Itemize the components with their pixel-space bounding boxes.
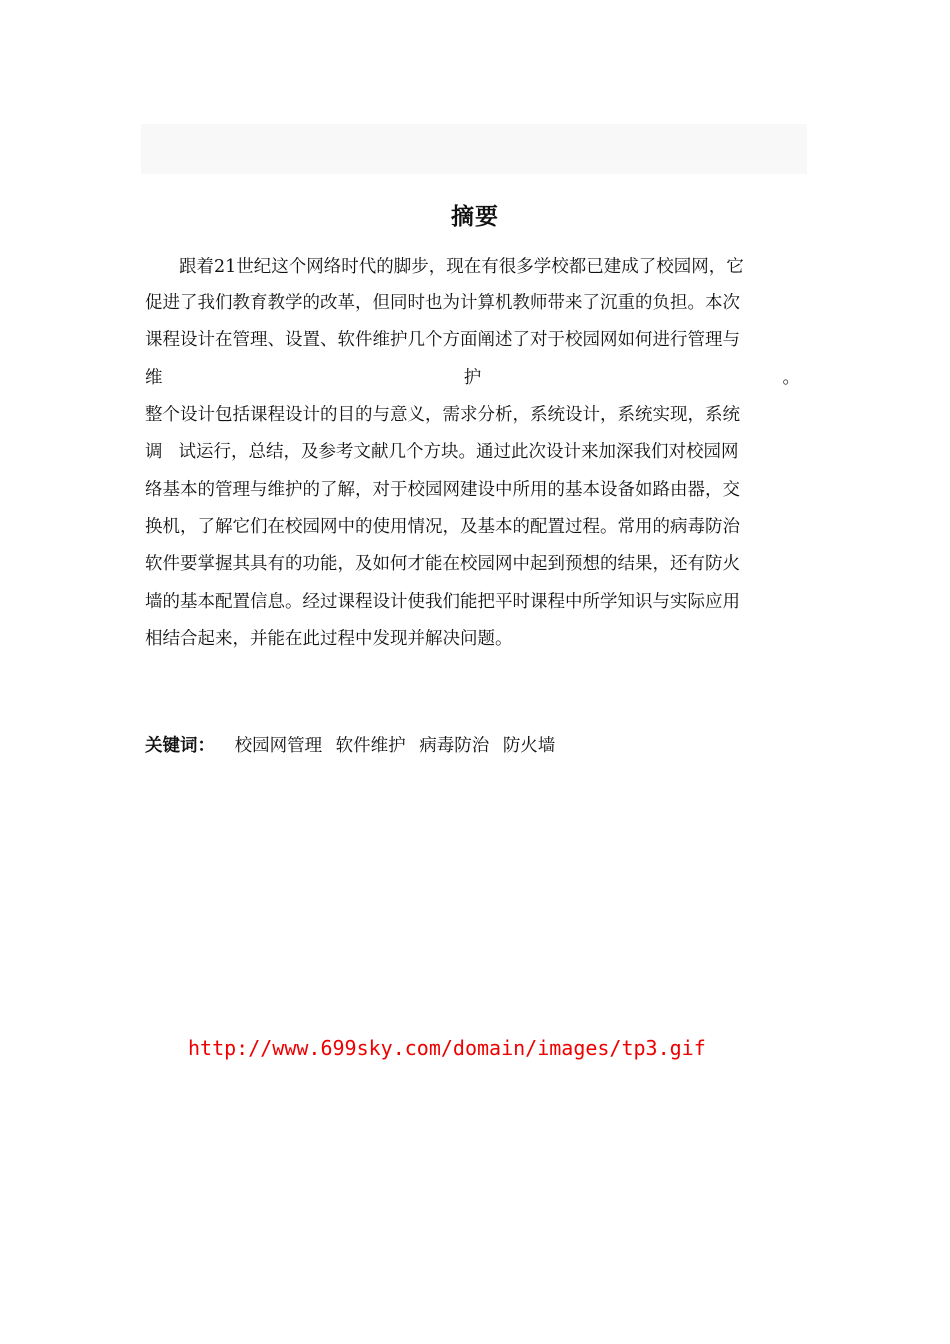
page-title: 摘要: [451, 204, 499, 230]
keyword-item: 软件维护: [335, 736, 406, 756]
abstract-line-4-part-1: 维: [145, 368, 163, 388]
keyword-item: 防火墙: [502, 736, 556, 756]
abstract-line-4: [145, 366, 800, 390]
abstract-line-6: [145, 440, 806, 464]
image-url-link[interactable]: http://www.699sky.com/domain/images/tp3.gif: [188, 1036, 706, 1060]
abstract-line-11: 相结合起来，并能在此过程中发现并解决问题。: [145, 629, 513, 649]
abstract-line-3: 课程设计在管理、设置、软件维护几个方面阐述了对于校园网如何进行管理与: [145, 330, 740, 350]
abstract-line-4-part-3: 。: [782, 368, 800, 388]
abstract-line-2: 促进了我们教育教学的改革，但同时也为计算机教师带来了沉重的负担。本次: [145, 293, 740, 313]
keywords: [145, 734, 563, 758]
abstract-line-6-part-2: 试运行，总结，及参考文献几个方块。通过此次设计来加深我们对校园网: [178, 442, 739, 462]
abstract-line-8: 换机，了解它们在校园网中的使用情况，及基本的配置过程。常用的病毒防治: [145, 517, 740, 537]
abstract-line-1: [145, 255, 806, 279]
keyword-item: 校园网管理: [234, 736, 323, 756]
abstract-line-5: 整个设计包括课程设计的目的与意义，需求分析，系统设计，系统实现，系统: [145, 405, 740, 425]
abstract-line-10: 墙的基本配置信息。经过课程设计使我们能把平时课程中所学知识与实际应用: [145, 592, 740, 612]
abstract-line-9: 软件要掌握其具有的功能，及如何才能在校园网中起到预想的结果，还有防火: [145, 554, 740, 574]
keywords-label: 关键词：: [145, 736, 215, 756]
abstract-line-4-part-2: 护: [463, 368, 482, 388]
abstract-line-7: 络基本的管理与维护的了解，对于校园网建设中所用的基本设备如路由器，交: [145, 480, 740, 500]
keyword-item: 病毒防治: [419, 736, 490, 756]
header-band: [141, 124, 807, 174]
abstract-line-1-text: 跟着21世纪这个网络时代的脚步，现在有很多学校都已建成了校园网，它: [179, 257, 744, 277]
abstract-line-6-part-1: 调: [145, 442, 163, 462]
